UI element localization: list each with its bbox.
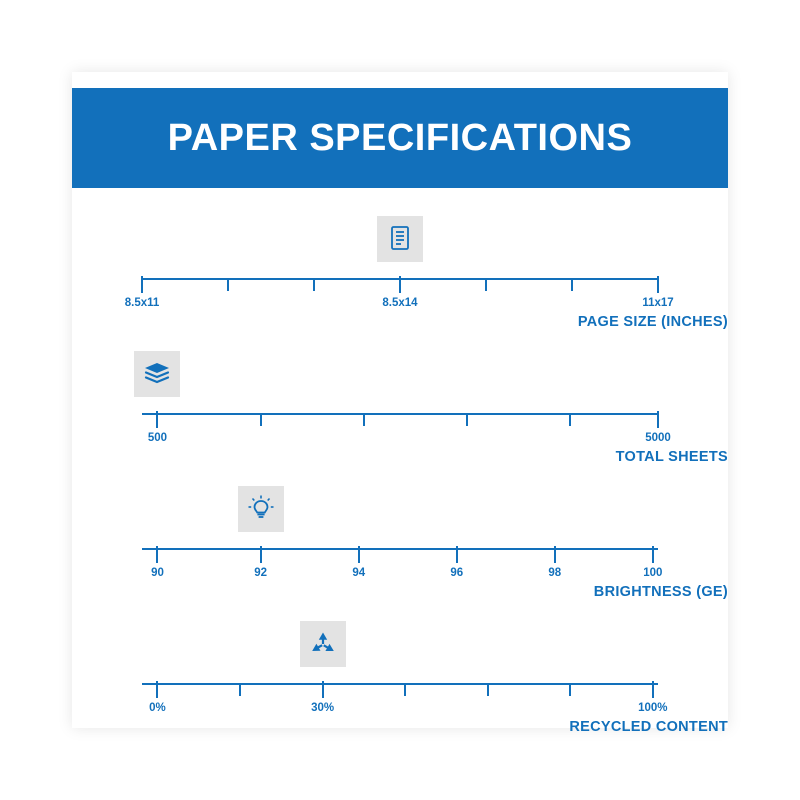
axis-tick	[657, 276, 659, 293]
axis-tick-label: 96	[450, 567, 464, 579]
axis-tick	[404, 683, 406, 696]
axis-tick-label: 30%	[311, 702, 335, 714]
axis-tick	[571, 278, 573, 291]
axis-tick	[487, 683, 489, 696]
axis-tick	[456, 546, 458, 563]
axis-tick-label: 11x17	[642, 297, 674, 309]
paper-stack-icon	[143, 360, 171, 388]
axis-tick	[485, 278, 487, 291]
axis-line	[142, 413, 658, 415]
axis-tick	[569, 413, 571, 426]
scale-marker[interactable]	[238, 486, 284, 532]
axis-tick	[141, 276, 143, 293]
axis-tick	[554, 546, 556, 563]
axis-tick	[260, 413, 262, 426]
scales-container	[72, 188, 728, 735]
axis-tick-label: 5000	[645, 432, 671, 444]
scale-row	[72, 458, 728, 600]
scale-row	[72, 593, 728, 735]
axis-tick-label: 94	[352, 567, 366, 579]
axis-tick-label: 8.5x14	[382, 297, 418, 309]
axis-tick	[569, 683, 571, 696]
lightbulb-icon	[247, 495, 275, 523]
scale-marker[interactable]	[134, 351, 180, 397]
axis-line	[142, 548, 658, 550]
axis-tick	[260, 546, 262, 563]
axis-tick-label: 500	[147, 432, 168, 444]
axis-tick	[399, 276, 401, 293]
axis-tick	[652, 681, 654, 698]
document-icon	[386, 225, 414, 253]
spec-card	[72, 72, 728, 735]
axis-tick	[652, 546, 654, 563]
scale-marker[interactable]	[377, 216, 423, 262]
axis-title: TOTAL SHEETS	[615, 449, 728, 465]
scale-marker[interactable]	[300, 621, 346, 667]
axis-tick	[358, 546, 360, 563]
axis-tick-label: 92	[254, 567, 268, 579]
axis-tick-label: 8.5x11	[124, 297, 160, 309]
header-banner	[72, 88, 728, 188]
axis-title: BRIGHTNESS (GE)	[593, 584, 728, 600]
recycle-icon	[309, 630, 337, 658]
axis-tick	[227, 278, 229, 291]
scale-row	[72, 188, 728, 330]
axis-tick-label: 0%	[149, 702, 166, 714]
axis-tick-label: 100%	[638, 702, 668, 714]
axis-title: PAGE SIZE (INCHES)	[577, 314, 728, 330]
page-title: PAPER SPECIFICATIONS	[167, 116, 633, 159]
axis-tick	[313, 278, 315, 291]
axis-tick-label: 100	[643, 567, 663, 579]
axis-tick	[156, 681, 158, 698]
axis-tick	[156, 411, 158, 428]
scale-row	[72, 323, 728, 465]
axis-line	[142, 683, 658, 685]
axis-tick	[363, 413, 365, 426]
axis-tick-label: 98	[548, 567, 562, 579]
axis-tick	[239, 683, 241, 696]
axis-tick	[466, 413, 468, 426]
axis-title: RECYCLED CONTENT	[569, 719, 728, 735]
axis-tick-label: 90	[151, 567, 164, 579]
axis-tick	[322, 681, 324, 698]
axis-tick	[156, 546, 158, 563]
axis-tick	[657, 411, 659, 428]
